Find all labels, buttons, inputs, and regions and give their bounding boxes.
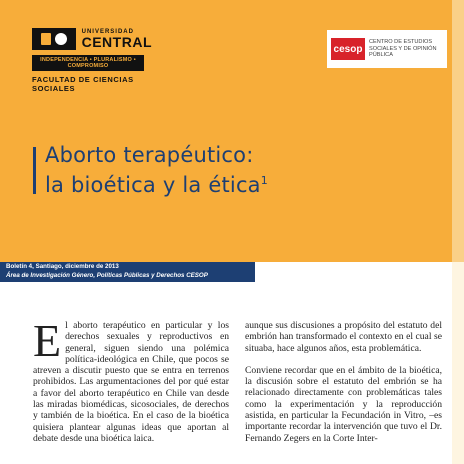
- uc-emblem-circle: [55, 33, 67, 45]
- uc-faculty: FACULTAD DE CIENCIAS SOCIALES: [32, 75, 134, 93]
- uc-name: CENTRAL: [81, 34, 152, 50]
- universidad-central-logo: [32, 28, 152, 93]
- right-paragraph-2: Conviene recordar que en el ámbito de la bioética, la discusión sobre el estatuto del embrión se ha relacionado directamente con problemáticas tales como la experimentación y la reproducción asistida, en particular la Fecundación in Vitro, –es importante recordar la intervención que tuvo el Dr. Fernando Zegers en la Corte Inter-: [245, 364, 442, 444]
- uc-small-label: UNIVERSIDAD: [81, 29, 134, 35]
- drop-cap: E: [33, 315, 62, 366]
- title-footnote-marker: 1: [260, 174, 268, 187]
- cesop-description: CENTRO DE ESTUDIOS SOCIALES Y DE OPINIÓN PÚBLICA: [369, 39, 437, 59]
- uc-emblem-square: [41, 33, 51, 45]
- cesop-mark-icon: cesop: [331, 38, 365, 60]
- cesop-logo: [327, 30, 447, 68]
- title-accent-bar: [33, 147, 36, 194]
- uc-logo-row: [32, 28, 152, 50]
- uc-wordmark: [82, 29, 152, 49]
- bulletin-info: Boletín 4, Santiago, diciembre de 2013: [6, 263, 119, 270]
- body-column-right: [245, 320, 442, 444]
- body-column-left: [33, 315, 229, 444]
- title-line-2: la bioética y la ética: [45, 173, 261, 197]
- title-line-1: Aborto terapéutico:: [45, 143, 254, 167]
- uc-motto: INDEPENDENCIA • PLURALISMO • COMPROMISO: [32, 55, 144, 71]
- bulletin-strip: [0, 262, 255, 282]
- page-edge: [452, 0, 464, 464]
- uc-emblem-icon: [32, 28, 76, 50]
- document-title: [45, 142, 268, 198]
- research-area: Área de Investigación Género, Políticas Públicas y Derechos CESOP: [6, 272, 208, 279]
- right-paragraph-1: aunque sus discusiones a propósito del estatuto del embrión han transformado el contexto en el cual se situaba, hace algunos años, esta problemática.: [245, 320, 442, 354]
- intro-paragraph: l aborto terapéutico en particular y los derechos sexuales y reproductivos en general, siguen siendo una polémica política-ideológica en Chile, que pocos se atreven a discutir puesto que se entra en terrenos prohibidos. Las argumentaciones del por qué estar a favor del aborto terapéutico en Chile van desde las miradas biomédicas, sicosociales, de derechos y también de la bioética. En el caso de la bioética quisiera plantear algunas ideas que aportan al debate desde una bioética laica.: [33, 320, 229, 444]
